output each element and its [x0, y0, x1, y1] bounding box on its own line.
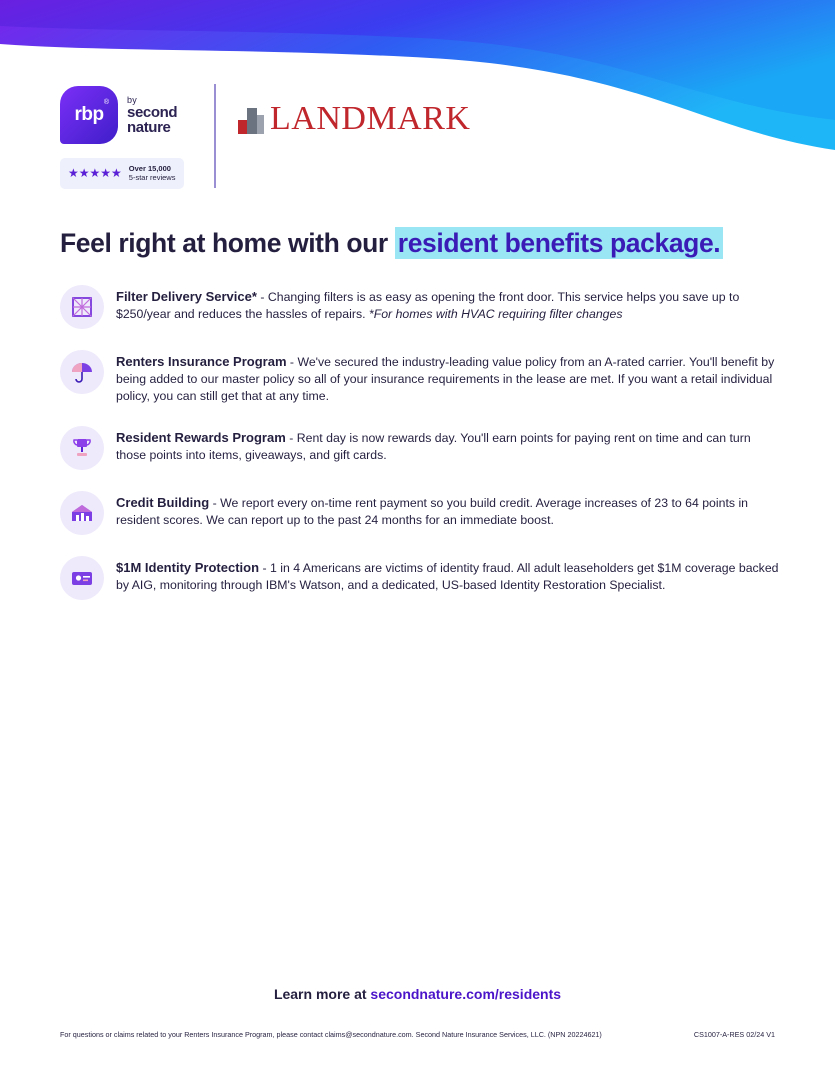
legal-text: For questions or claims related to your Renters Insurance Program, please contact claims@secondnature.com. Second Nature Insurance Services, LLC. (NPN 20224621): [60, 1030, 602, 1039]
list-item: [60, 555, 782, 600]
headline-lead: Feel right at home with our: [60, 228, 395, 258]
legal-footer: [0, 1030, 835, 1039]
benefit-title: $1M Identity Protection: [116, 559, 260, 575]
benefit-body: We've secured the industry-leading value policy from an A-rated carrier. You'll benefit by being added to our master policy so all of your insurance requirements in the lease are met. If you want a retail individual policy, you can still get that at any time.: [116, 355, 775, 403]
page-title: [60, 228, 790, 259]
umbrella-icon: [60, 350, 104, 394]
reviews-count: Over 15,000: [128, 164, 171, 173]
benefit-body: Rent day is now rewards day. You'll earn points for paying rent on time and can turn those points into items, giveaways, and gift cards.: [116, 430, 751, 462]
list-item: [60, 490, 782, 535]
second-nature-line1: second: [127, 103, 178, 121]
secondnature-residents-link[interactable]: secondnature.com/residents: [370, 986, 562, 1002]
partner-logo: [238, 100, 470, 138]
list-item: [60, 349, 782, 405]
partner-name: LANDMARK: [270, 100, 471, 137]
reviews-badge: [60, 158, 184, 189]
reviews-subtitle: 5-star reviews: [128, 173, 176, 183]
rbp-logo: [60, 84, 200, 146]
rbp-badge-registered-mark: ®: [103, 99, 109, 106]
benefit-dash: -: [285, 430, 297, 445]
list-item-text: [116, 349, 782, 405]
benefit-title: Filter Delivery Service*: [116, 289, 257, 304]
benefit-body: 1 in 4 Americans are victims of identity fraud. All adult leaseholders get $1M coverage backed by AIG, monitoring through IBM's Watson, and a dedicated, US-based Identity Restoration Specialist.: [116, 560, 779, 592]
id-card-icon: [60, 556, 104, 600]
building-icon: [238, 104, 264, 134]
second-nature-wordmark: [127, 96, 177, 135]
list-item-text: [116, 555, 782, 594]
brand-row: [60, 84, 470, 189]
second-nature-line2: nature: [127, 118, 171, 136]
brand-divider: [214, 84, 216, 188]
list-item-text: [116, 284, 782, 323]
benefit-title: Renters Insurance Program: [116, 354, 287, 369]
benefit-dash: -: [209, 495, 221, 510]
learn-more-prefix: Learn more at: [273, 986, 371, 1002]
list-item: [60, 284, 782, 329]
reviews-text: [129, 164, 176, 183]
rbp-badge-icon: [60, 86, 118, 144]
trophy-icon: [60, 426, 104, 470]
document-code: CS1007-A-RES 02/24 V1: [693, 1030, 775, 1039]
second-nature-by-label: by: [127, 94, 137, 105]
rbp-logo-block: [60, 84, 200, 189]
air-filter-icon: [60, 285, 104, 329]
benefit-title: Credit Building: [116, 494, 210, 510]
list-item: [60, 425, 782, 470]
learn-more-line: [0, 986, 835, 1002]
benefits-list: [60, 284, 782, 620]
benefit-dash: -: [259, 560, 270, 575]
benefit-title: Resident Rewards Program: [116, 429, 286, 445]
benefit-body: We report every on-time rent payment so you build credit. Average increases of 23 to 64 points in resident scores. We can report up to the past 24 months for an immediate boost.: [116, 495, 749, 527]
rbp-badge-text: rbp: [74, 104, 104, 125]
list-item-text: [116, 425, 782, 464]
headline-highlight: resident benefits package.: [395, 227, 723, 259]
benefit-note: *For homes with HVAC requiring filter changes: [368, 306, 623, 321]
benefit-body: Changing filters is as easy as opening the front door. This service helps you save up to $250/year and reduces the hassles of repairs.: [116, 290, 740, 321]
star-rating-icon: ★★★★★: [68, 166, 122, 181]
benefit-dash: -: [286, 355, 298, 369]
benefit-dash: -: [256, 290, 268, 304]
list-item-text: [116, 490, 782, 529]
house-chart-icon: [60, 491, 104, 535]
